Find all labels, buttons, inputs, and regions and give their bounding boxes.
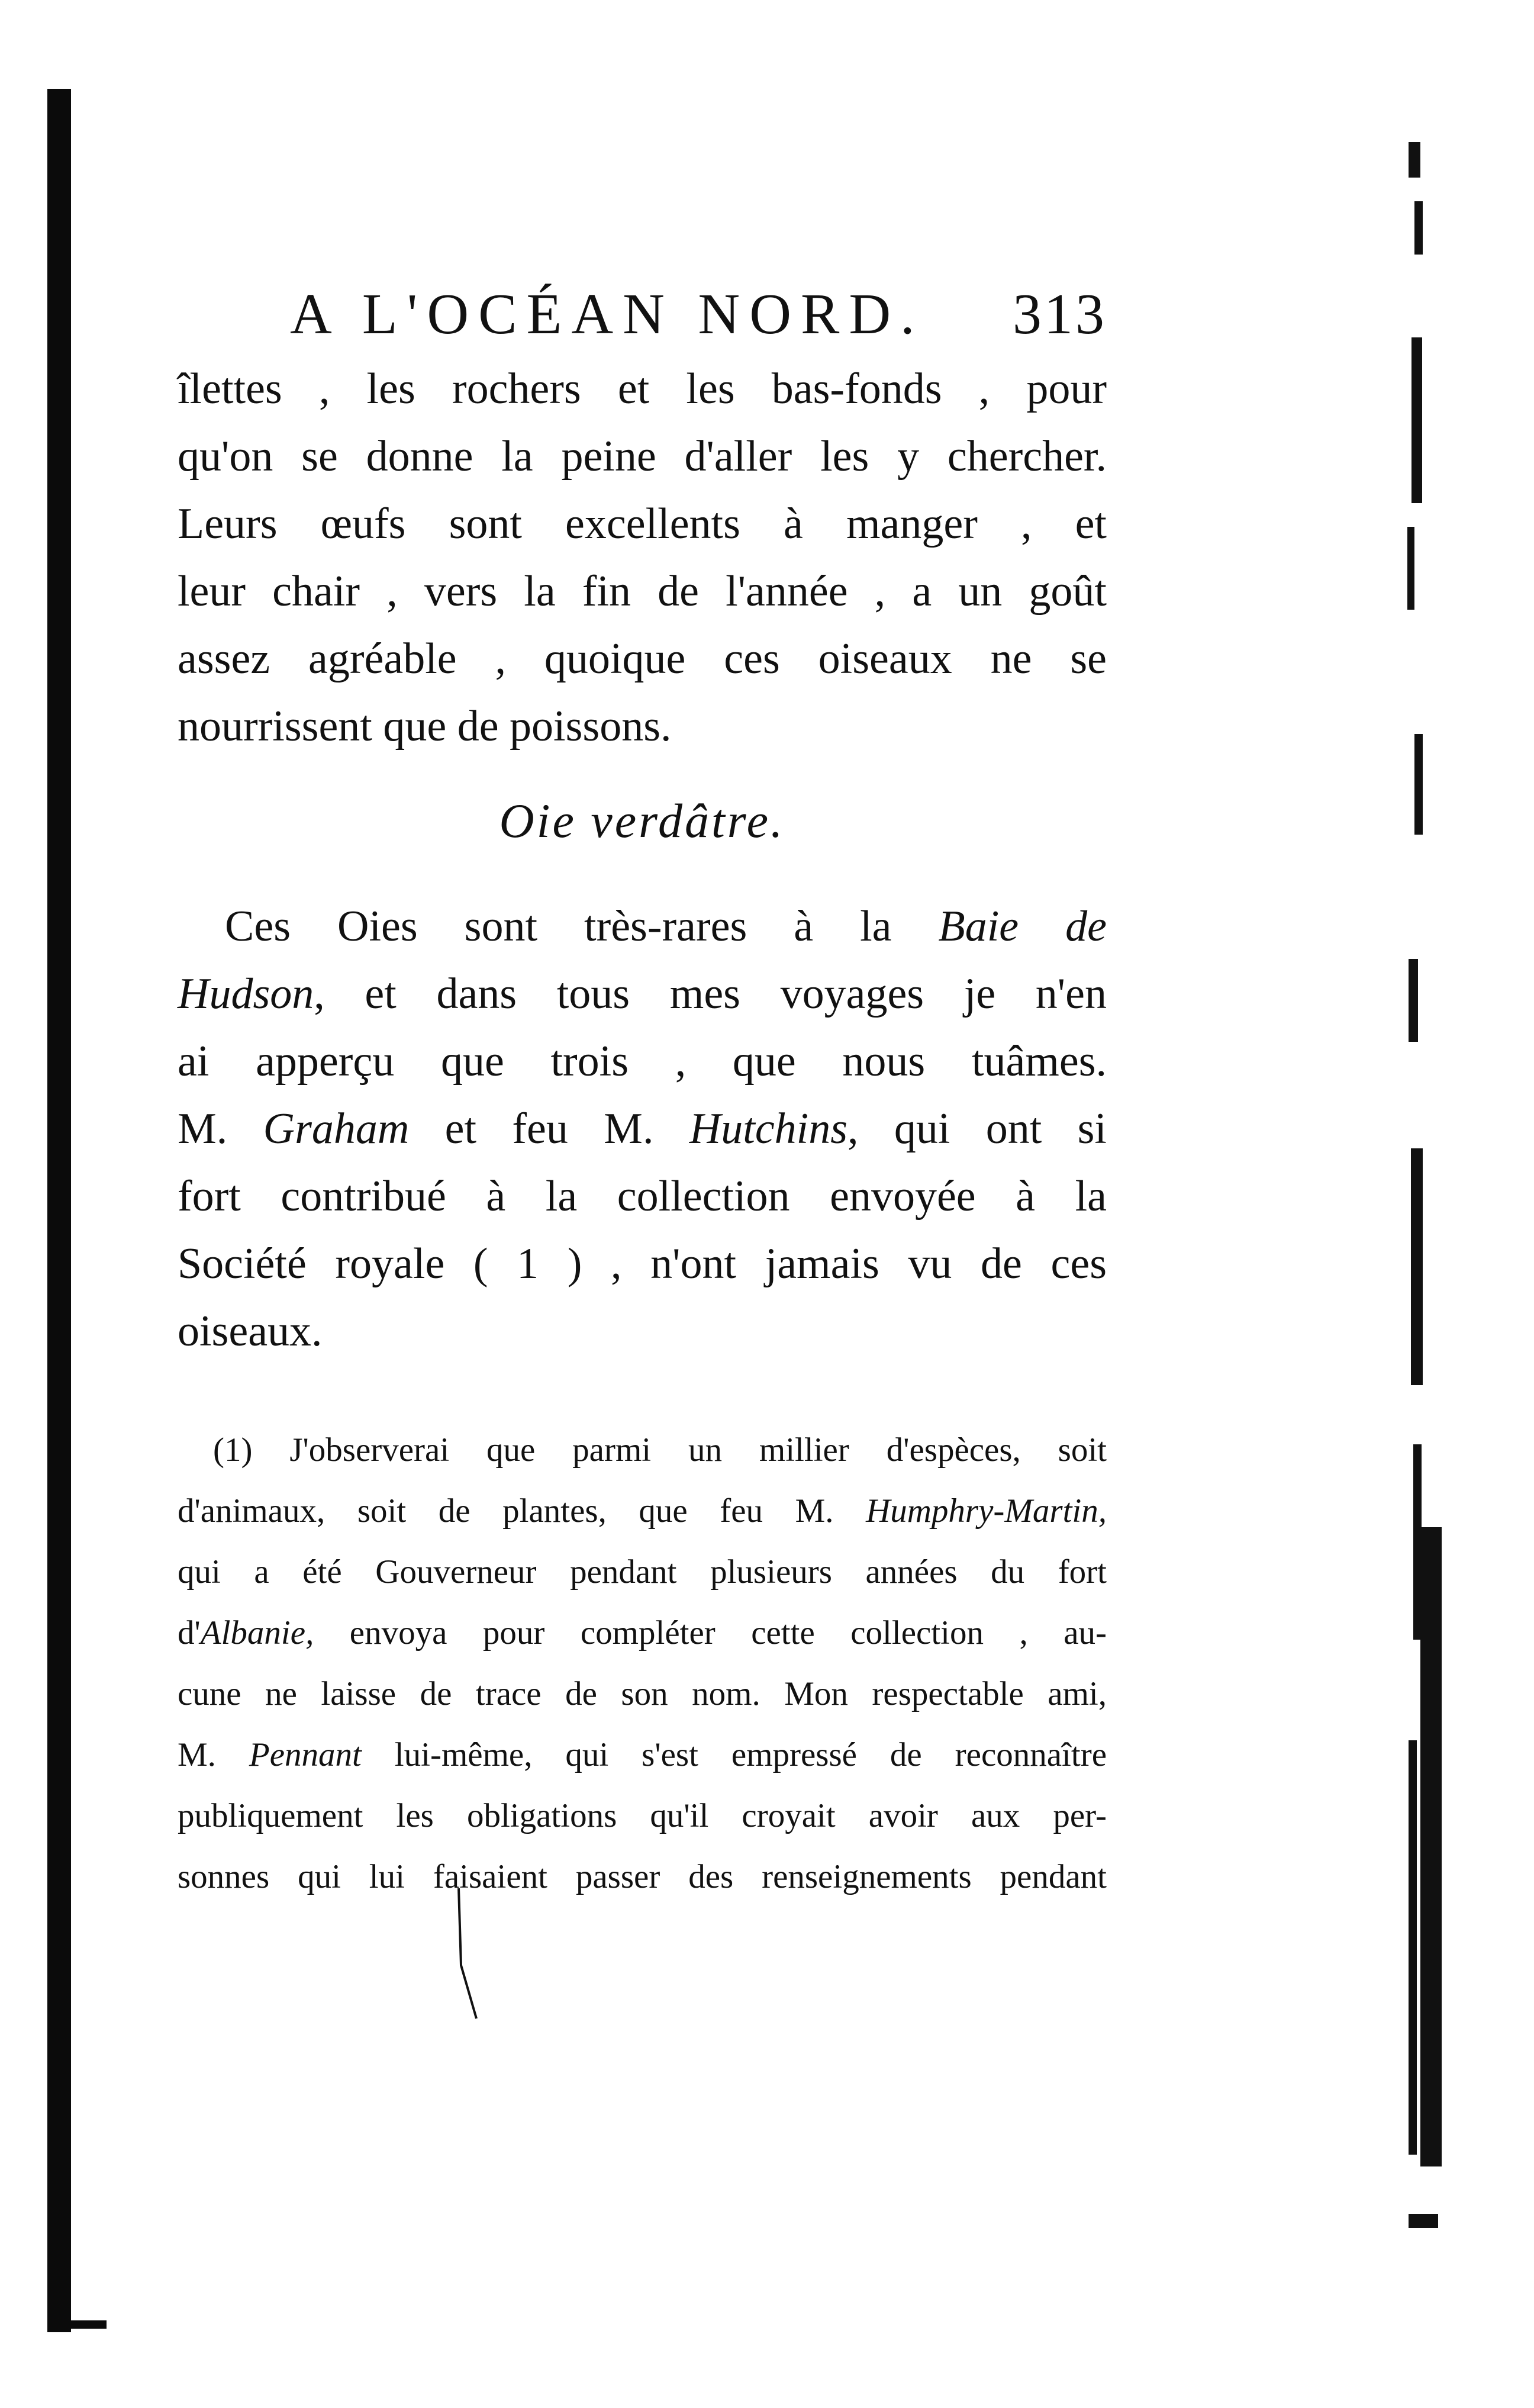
footnote-line: cune ne laisse de trace de son nom. Mon respectable ami, [178,1675,1107,1712]
text-line: M. Graham et feu M. Hutchins, qui ont si [178,1105,1107,1153]
text-line: qu'on se donne la peine d'aller les y chercher. [178,432,1107,481]
text-line: fort contribué à la collection envoyée à la [178,1172,1107,1221]
text-line: ai apperçu que trois , que nous tuâmes. [178,1037,1107,1086]
footnote-line: (1) J'observerai que parmi un millier d'espèces, soit [213,1431,1107,1469]
running-header [290,282,1107,346]
running-title: A L'OCÉAN NORD. [290,282,924,346]
scan-left-border [47,89,71,2332]
footnote-line: qui a été Gouverneur pendant plusieurs années du fort [178,1553,1107,1591]
text-line: Société royale ( 1 ) , n'ont jamais vu de ces [178,1240,1107,1288]
footnote-line: d'animaux, soit de plantes, que feu M. Humphry-Martin, [178,1492,1107,1530]
paragraph-continued [178,355,1107,760]
pencil-mark [453,1882,500,2024]
footnote-line: sonnes qui lui faisaient passer des renseignements pendant [178,1858,1107,1895]
paragraph-oie-verdatre [178,893,1107,1365]
footnote-line: M. Pennant lui-même, qui s'est empressé de reconnaître [178,1736,1107,1773]
footnote [178,1419,1107,1907]
scan-right-edge-artifact [1391,142,1450,2332]
text-line: leur chair , vers la fin de l'année , a un goût [178,567,1107,616]
text-line: Hudson, et dans tous mes voyages je n'en [178,970,1107,1018]
footnote-line: d'Albanie, envoya pour compléter cette collection , au- [178,1614,1107,1652]
section-heading: Oie verdâtre. [499,794,785,848]
text-line: îlettes , les rochers et les bas-fonds , pour [178,365,1107,413]
text-line: Ces Oies sont très-rares à la Baie de [225,902,1107,951]
text-line: nourrissent que de poissons. [178,702,672,751]
footnote-line: publiquement les obligations qu'il croyait avoir aux per- [178,1797,1107,1834]
text-line: oiseaux. [178,1307,323,1356]
text-line: assez agréable , quoique ces oiseaux ne se [178,635,1107,683]
scan-left-border-foot [47,2320,107,2329]
page-number: 313 [1013,282,1107,346]
text-line: Leurs œufs sont excellents à manger , et [178,500,1107,548]
